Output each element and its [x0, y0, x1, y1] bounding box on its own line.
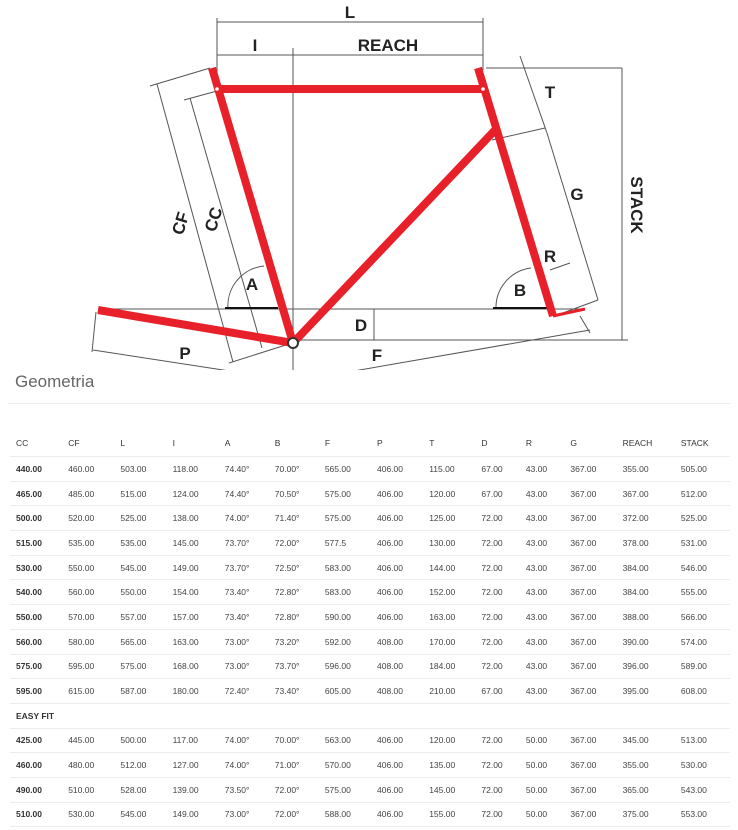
table-cell: 440.00 [10, 457, 62, 482]
table-cell: 72.50° [269, 555, 319, 580]
label-reach: REACH [357, 36, 419, 55]
table-row [10, 531, 730, 556]
table-cell: 512.00 [675, 481, 730, 506]
table-cell: 575.00 [114, 654, 166, 679]
table-row [10, 506, 730, 531]
table-cell: 73.40° [219, 605, 269, 630]
column-header: P [371, 430, 423, 457]
table-cell: 406.00 [371, 802, 423, 827]
table-cell: 73.70° [269, 654, 319, 679]
table-cell: 67.00 [475, 481, 520, 506]
label-b: B [513, 281, 527, 300]
table-cell: 72.00 [475, 753, 520, 778]
table-cell: 43.00 [520, 629, 565, 654]
bottom-bracket [288, 338, 298, 348]
table-cell: 155.00 [423, 802, 475, 827]
table-cell: 72.00 [475, 531, 520, 556]
table-cell: 372.00 [617, 506, 675, 531]
table-cell: 575.00 [319, 506, 371, 531]
table-cell: 425.00 [10, 728, 62, 753]
table-cell: 406.00 [371, 457, 423, 482]
dim-line-cc [190, 98, 262, 348]
table-cell: 124.00 [167, 481, 219, 506]
table-row [10, 802, 730, 827]
label-p: P [179, 344, 191, 363]
table-cell: 74.00° [219, 506, 269, 531]
table-cell: 605.00 [319, 679, 371, 704]
table-cell: 500.00 [10, 506, 62, 531]
table-cell: 589.00 [675, 654, 730, 679]
table-cell: 72.00 [475, 654, 520, 679]
dim-line-g [547, 133, 598, 300]
table-cell: 43.00 [520, 679, 565, 704]
table-row [10, 605, 730, 630]
table-cell: 50.00 [520, 728, 565, 753]
table-cell: 170.00 [423, 629, 475, 654]
table-cell: 50.00 [520, 753, 565, 778]
table-cell: 73.50° [219, 777, 269, 802]
table-cell: 139.00 [167, 777, 219, 802]
down-tube [293, 128, 497, 343]
frame-geometry-diagram [0, 0, 738, 370]
table-cell: 540.00 [10, 580, 62, 605]
table-cell: 406.00 [371, 605, 423, 630]
table-cell: 145.00 [423, 777, 475, 802]
table-cell: 367.00 [564, 457, 616, 482]
table-cell: 120.00 [423, 481, 475, 506]
table-cell: 615.00 [62, 679, 114, 704]
table-cell: 395.00 [617, 679, 675, 704]
table-cell: 367.00 [564, 555, 616, 580]
table-cell: 72.40° [219, 679, 269, 704]
table-cell: 72.80° [269, 605, 319, 630]
table-cell: 555.00 [675, 580, 730, 605]
table-cell: 72.80° [269, 580, 319, 605]
table-cell: 515.00 [10, 531, 62, 556]
table-cell: 72.00° [269, 802, 319, 827]
table-cell: 367.00 [617, 481, 675, 506]
table-row [10, 555, 730, 580]
table-cell: 73.00° [219, 802, 269, 827]
table-cell: 406.00 [371, 481, 423, 506]
table-cell: 575.00 [10, 654, 62, 679]
column-header: I [167, 430, 219, 457]
table-cell: 595.00 [62, 654, 114, 679]
label-cf: CF [168, 209, 194, 238]
label-t: T [544, 83, 556, 102]
table-cell: 515.00 [114, 481, 166, 506]
table-cell: 367.00 [564, 777, 616, 802]
table-cell: 67.00 [475, 679, 520, 704]
table-cell: 71.40° [269, 506, 319, 531]
table-cell: 485.00 [62, 481, 114, 506]
table-cell: 531.00 [675, 531, 730, 556]
chainstay [98, 310, 293, 343]
table-cell: 575.00 [319, 777, 371, 802]
table-cell: 384.00 [617, 555, 675, 580]
seat-tube [212, 68, 293, 343]
table-cell: 406.00 [371, 753, 423, 778]
table-cell: 565.00 [114, 629, 166, 654]
table-row [10, 654, 730, 679]
table-cell: 390.00 [617, 629, 675, 654]
column-header: STACK [675, 430, 730, 457]
table-cell: 72.00 [475, 728, 520, 753]
table-cell: 367.00 [564, 605, 616, 630]
table-cell: 367.00 [564, 753, 616, 778]
table-cell: 74.00° [219, 753, 269, 778]
column-header: T [423, 430, 475, 457]
table-cell: 70.50° [269, 481, 319, 506]
group-label: EASY FIT [10, 703, 730, 728]
table-cell: 574.00 [675, 629, 730, 654]
table-cell: 168.00 [167, 654, 219, 679]
column-header: CC [10, 430, 62, 457]
bike-frame [98, 68, 585, 343]
table-cell: 163.00 [423, 605, 475, 630]
table-cell: 406.00 [371, 728, 423, 753]
column-header: L [114, 430, 166, 457]
fork-rake [553, 309, 585, 316]
table-cell: 152.00 [423, 580, 475, 605]
label-i: I [252, 36, 258, 55]
table-cell: 72.00 [475, 580, 520, 605]
column-header: A [219, 430, 269, 457]
table-cell: 550.00 [114, 580, 166, 605]
table-cell: 43.00 [520, 580, 565, 605]
table-cell: 72.00 [475, 605, 520, 630]
table-cell: 70.00° [269, 457, 319, 482]
table-cell: 550.00 [10, 605, 62, 630]
table-cell: 512.00 [114, 753, 166, 778]
table-cell: 345.00 [617, 728, 675, 753]
title-divider [8, 403, 730, 404]
table-cell: 530.00 [675, 753, 730, 778]
label-l: L [344, 3, 356, 22]
table-cell: 120.00 [423, 728, 475, 753]
table-cell: 367.00 [564, 802, 616, 827]
table-cell: 592.00 [319, 629, 371, 654]
column-header: D [475, 430, 520, 457]
geometry-table [10, 430, 730, 827]
table-cell: 406.00 [371, 506, 423, 531]
label-g: G [570, 185, 584, 204]
table-cell: 149.00 [167, 802, 219, 827]
table-row [10, 679, 730, 704]
table-cell: 72.00° [269, 531, 319, 556]
head-junction [481, 87, 485, 91]
table-cell: 406.00 [371, 531, 423, 556]
table-row [10, 753, 730, 778]
table-cell: 73.40° [269, 679, 319, 704]
table-cell: 546.00 [675, 555, 730, 580]
table-cell: 73.00° [219, 654, 269, 679]
table-cell: 43.00 [520, 605, 565, 630]
table-cell: 535.00 [114, 531, 166, 556]
table-cell: 460.00 [10, 753, 62, 778]
table-cell: 367.00 [564, 531, 616, 556]
table-cell: 575.00 [319, 481, 371, 506]
table-cell: 590.00 [319, 605, 371, 630]
table-cell: 378.00 [617, 531, 675, 556]
table-cell: 595.00 [10, 679, 62, 704]
table-cell: 130.00 [423, 531, 475, 556]
table-cell: 118.00 [167, 457, 219, 482]
table-cell: 70.00° [269, 728, 319, 753]
table-cell: 149.00 [167, 555, 219, 580]
table-cell: 71.00° [269, 753, 319, 778]
table-group-row [10, 703, 730, 728]
table-cell: 510.00 [10, 802, 62, 827]
column-header: G [564, 430, 616, 457]
table-cell: 138.00 [167, 506, 219, 531]
table-cell: 72.00 [475, 802, 520, 827]
column-header: REACH [617, 430, 675, 457]
table-cell: 408.00 [371, 629, 423, 654]
table-cell: 72.00 [475, 555, 520, 580]
table-row [10, 777, 730, 802]
table-cell: 388.00 [617, 605, 675, 630]
table-cell: 72.00° [269, 777, 319, 802]
table-cell: 117.00 [167, 728, 219, 753]
table-cell: 543.00 [675, 777, 730, 802]
table-cell: 73.40° [219, 580, 269, 605]
table-cell: 367.00 [564, 654, 616, 679]
table-cell: 74.40° [219, 457, 269, 482]
table-cell: 74.00° [219, 728, 269, 753]
table-cell: 570.00 [319, 753, 371, 778]
table-cell: 583.00 [319, 555, 371, 580]
label-r: R [543, 247, 557, 266]
table-cell: 408.00 [371, 679, 423, 704]
column-header: R [520, 430, 565, 457]
label-cc: CC [201, 204, 227, 234]
table-cell: 406.00 [371, 555, 423, 580]
table-cell: 157.00 [167, 605, 219, 630]
table-cell: 73.70° [219, 531, 269, 556]
dim-line-f [302, 330, 590, 370]
table-cell: 608.00 [675, 679, 730, 704]
table-cell: 127.00 [167, 753, 219, 778]
table-cell: 144.00 [423, 555, 475, 580]
table-cell: 490.00 [10, 777, 62, 802]
label-f: F [371, 346, 383, 365]
table-cell: 566.00 [675, 605, 730, 630]
table-cell: 125.00 [423, 506, 475, 531]
table-cell: 520.00 [62, 506, 114, 531]
table-cell: 535.00 [62, 531, 114, 556]
table-cell: 557.00 [114, 605, 166, 630]
table-cell: 384.00 [617, 580, 675, 605]
table-cell: 145.00 [167, 531, 219, 556]
table-cell: 550.00 [62, 555, 114, 580]
label-d: D [354, 316, 368, 335]
table-cell: 115.00 [423, 457, 475, 482]
table-cell: 43.00 [520, 654, 565, 679]
seat-junction [215, 87, 219, 91]
table-cell: 503.00 [114, 457, 166, 482]
table-cell: 355.00 [617, 457, 675, 482]
table-cell: 367.00 [564, 580, 616, 605]
table-cell: 505.00 [675, 457, 730, 482]
table-cell: 154.00 [167, 580, 219, 605]
table-cell: 365.00 [617, 777, 675, 802]
label-a: A [245, 275, 259, 294]
table-cell: 50.00 [520, 777, 565, 802]
table-cell: 560.00 [10, 629, 62, 654]
table-cell: 565.00 [319, 457, 371, 482]
table-cell: 500.00 [114, 728, 166, 753]
table-cell: 545.00 [114, 802, 166, 827]
table-cell: 563.00 [319, 728, 371, 753]
table-cell: 530.00 [62, 802, 114, 827]
table-cell: 43.00 [520, 481, 565, 506]
table-cell: 583.00 [319, 580, 371, 605]
table-cell: 67.00 [475, 457, 520, 482]
table-cell: 135.00 [423, 753, 475, 778]
table-cell: 406.00 [371, 580, 423, 605]
table-cell: 406.00 [371, 777, 423, 802]
table-cell: 43.00 [520, 457, 565, 482]
table-cell: 588.00 [319, 802, 371, 827]
table-cell: 570.00 [62, 605, 114, 630]
table-cell: 596.00 [319, 654, 371, 679]
table-cell: 560.00 [62, 580, 114, 605]
table-cell: 210.00 [423, 679, 475, 704]
table-row [10, 728, 730, 753]
table-cell: 528.00 [114, 777, 166, 802]
table-cell: 43.00 [520, 531, 565, 556]
table-cell: 367.00 [564, 481, 616, 506]
table-cell: 43.00 [520, 506, 565, 531]
table-cell: 73.70° [219, 555, 269, 580]
table-cell: 553.00 [675, 802, 730, 827]
table-cell: 367.00 [564, 728, 616, 753]
table-cell: 445.00 [62, 728, 114, 753]
table-cell: 525.00 [675, 506, 730, 531]
table-row [10, 580, 730, 605]
table-row [10, 629, 730, 654]
table-cell: 587.00 [114, 679, 166, 704]
table-cell: 72.00 [475, 629, 520, 654]
column-header: B [269, 430, 319, 457]
table-row [10, 481, 730, 506]
table-cell: 513.00 [675, 728, 730, 753]
table-cell: 465.00 [10, 481, 62, 506]
column-header: F [319, 430, 371, 457]
table-cell: 525.00 [114, 506, 166, 531]
table-cell: 163.00 [167, 629, 219, 654]
label-stack: STACK [627, 176, 646, 234]
table-cell: 50.00 [520, 802, 565, 827]
table-cell: 355.00 [617, 753, 675, 778]
table-cell: 367.00 [564, 679, 616, 704]
table-cell: 72.00 [475, 777, 520, 802]
table-body [10, 457, 730, 827]
column-header: CF [62, 430, 114, 457]
table-cell: 73.20° [269, 629, 319, 654]
table-cell: 530.00 [10, 555, 62, 580]
table-cell: 367.00 [564, 506, 616, 531]
table-cell: 545.00 [114, 555, 166, 580]
table-cell: 184.00 [423, 654, 475, 679]
table-header-row [10, 430, 730, 457]
section-title: Geometria [15, 372, 95, 391]
table-row [10, 457, 730, 482]
table-cell: 510.00 [62, 777, 114, 802]
table-cell: 180.00 [167, 679, 219, 704]
table-cell: 73.00° [219, 629, 269, 654]
table-cell: 480.00 [62, 753, 114, 778]
table-cell: 72.00 [475, 506, 520, 531]
table-cell: 375.00 [617, 802, 675, 827]
table-cell: 43.00 [520, 555, 565, 580]
head-tube-fork [478, 68, 553, 316]
table-cell: 396.00 [617, 654, 675, 679]
table-cell: 577.5 [319, 531, 371, 556]
table-cell: 367.00 [564, 629, 616, 654]
table-cell: 408.00 [371, 654, 423, 679]
table-cell: 74.40° [219, 481, 269, 506]
table-cell: 580.00 [62, 629, 114, 654]
table-cell: 460.00 [62, 457, 114, 482]
